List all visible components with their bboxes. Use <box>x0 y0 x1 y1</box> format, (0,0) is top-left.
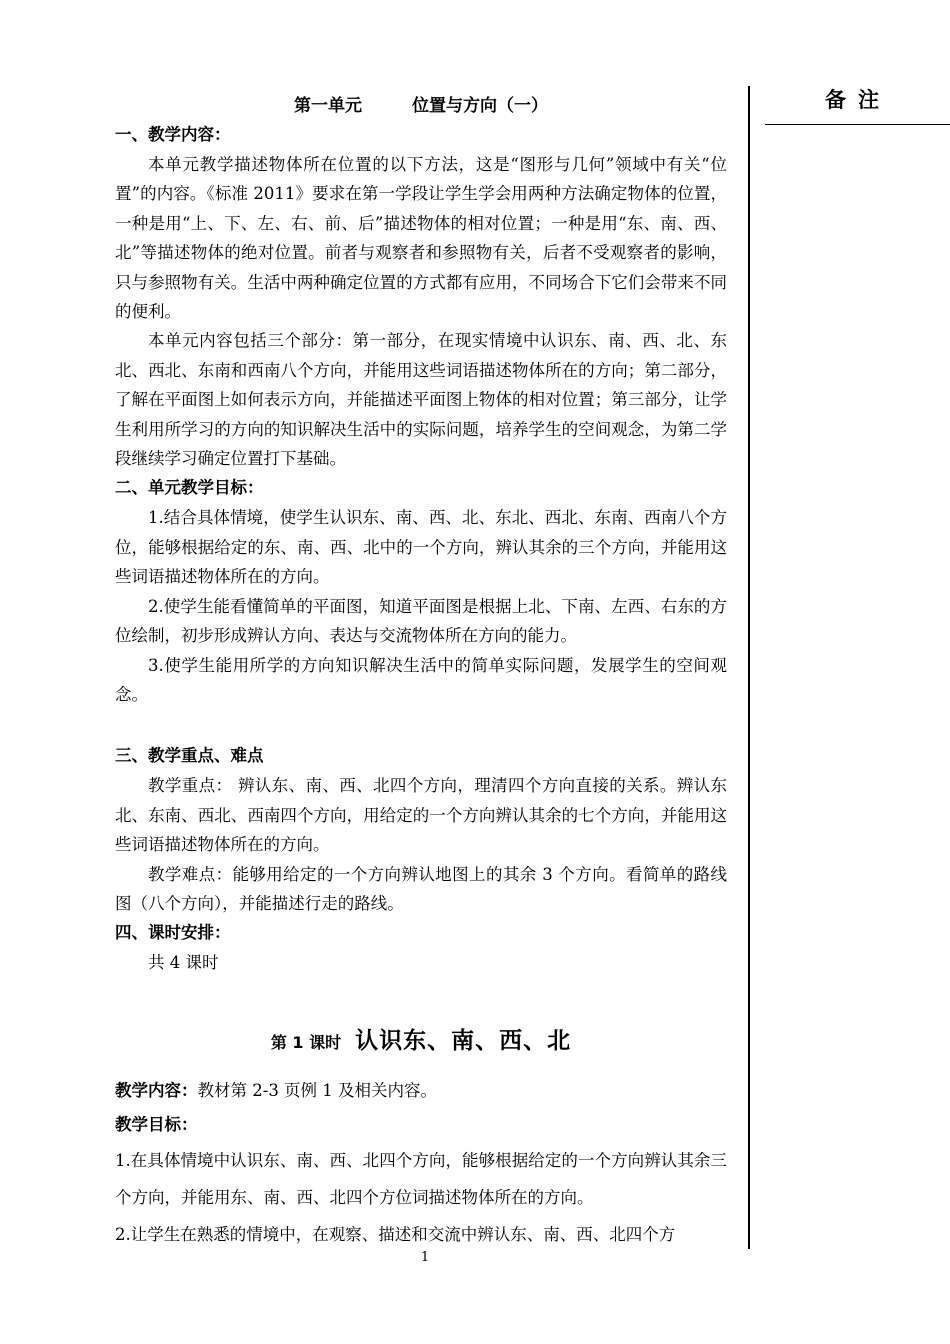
section-heading-schedule: 四、课时安排： <box>115 923 231 943</box>
lesson-goals-line <box>115 1108 727 1142</box>
blank-line <box>115 978 727 1022</box>
paragraph: 本单元内容包括三个部分：第一部分，在现实情境中认识东、南、西、北、东北、西北、东南和西南八个方向，并能用这些词语描述物体所在的方向；第二部分，了解在平面图上如何表示方向，并能描述平面图上物体的相对位置；第三部分，让学生利用所学习的方向的知识解决生活中的实际问题，培养学生的空间观念，为第二学段继续学习确定位置打下基础。 <box>115 331 727 469</box>
section-heading-goals: 二、单元教学目标： <box>115 478 264 498</box>
paragraph: 2.使学生能看懂简单的平面图，知道平面图是根据上北、下南、左西、右东的方位绘制，初步形成辨认方向、表达与交流物体所在方向的能力。 <box>115 596 727 646</box>
lesson-goals-label: 教学目标： <box>115 1114 198 1134</box>
paragraph: 3.使学生能用所学的方向知识解决生活中的简单实际问题，发展学生的空间观念。 <box>115 655 727 704</box>
lesson-goal: 1.在具体情境中认识东、南、西、北四个方向，能够根据给定的一个方向辨认其余三个方向，并能用东、南、西、北四个方位词描述物体所在的方向。 <box>115 1150 727 1207</box>
paragraph: 共 4 课时 <box>148 953 219 973</box>
paragraph: 教学重点： 辨认东、南、西、北四个方向，理清四个方向直接的关系。辨认东北、东南、西北、西南四个方向，用给定的一个方向辨认其余的七个方向，并能用这些词语描述物体所在的方向。 <box>115 776 727 855</box>
main-content <box>115 92 727 1253</box>
section-heading-key-points: 三、教学重点、难点 <box>115 746 264 766</box>
notes-title-rule <box>765 124 950 125</box>
lesson-name: 认识东、南、西、北 <box>355 1027 572 1054</box>
unit-number: 第一单元 <box>294 96 362 116</box>
lesson-goal: 2.让学生在熟悉的情境中，在观察、描述和交流中辨认东、南、西、北四个方 <box>115 1224 676 1244</box>
notes-column-divider <box>748 86 750 1249</box>
unit-topic: 位置与方向（一） <box>412 96 548 116</box>
section-heading-content: 一、教学内容： <box>115 125 231 144</box>
lesson-number: 第 1 课时 <box>270 1032 342 1052</box>
paragraph: 本单元教学描述物体所在位置的以下方法，这是“图形与几何”领域中有关“位置”的内容。《标准 2011》要求在第一学段让学生学会用两种方法确定物体的位置，一种是用“上、下、左、右、前、后”描述物体的相对位置；一种是用“东、南、西、北”等描述物体的绝对位置。前者与观察者和参照物有关，后者不受观察者的影响，只与参照物有关。生活中两种确定位置的方式都有应用，不同场合下它们会带来不同的便利。 <box>115 155 727 322</box>
lesson-title <box>115 1022 727 1060</box>
blank-line <box>115 709 727 741</box>
paragraph: 教学难点：能够用给定的一个方向辨认地图上的其余 3 个方向。看简单的路线图（八个方向），并能描述行走的路线。 <box>115 864 727 913</box>
page-number: 1 <box>420 1250 430 1265</box>
lesson-content-label: 教学内容： <box>115 1080 198 1100</box>
lesson-content-text: 教材第 2-3 页例 1 及相关内容。 <box>197 1080 438 1100</box>
paragraph: 1.结合具体情境，使学生认识东、南、西、北、东北、西北、东南、西南八个方位，能够根据给定的东、南、西、北中的一个方向，辨认其余的三个方向，并能用这些词语描述物体所在的方向。 <box>115 508 727 587</box>
notes-column-title: 备注 <box>825 88 891 112</box>
lesson-content-line <box>115 1074 727 1108</box>
unit-title <box>115 92 727 120</box>
